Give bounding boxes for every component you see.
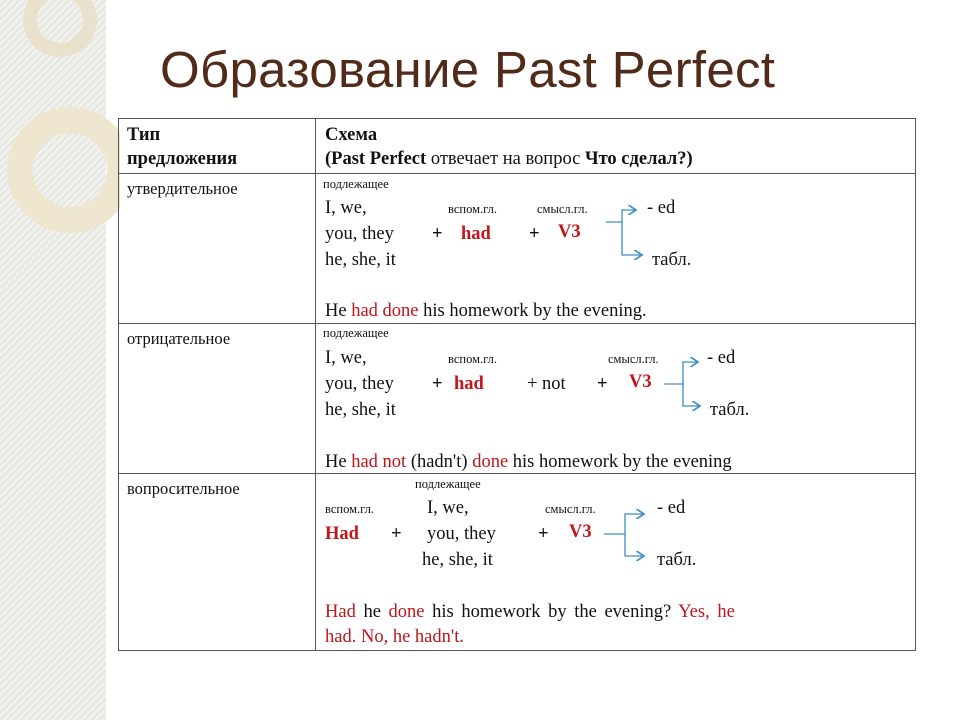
subject-line-1: I, we, [325, 348, 367, 368]
example-affirmative: He had done his homework by the evening. [325, 301, 647, 321]
header-type-line1: Тип [127, 125, 161, 145]
aux-had: had [454, 374, 484, 394]
header-scheme-note: (Past Perfect отвечает на вопрос Что сделал?) [325, 149, 693, 169]
irregular-table-ref: табл. [657, 550, 697, 570]
subject-line-2: you, they [325, 374, 394, 394]
row-divider [119, 650, 915, 651]
subject-line-2: you, they [427, 524, 496, 544]
main-verb-label: смысл.гл. [608, 352, 659, 366]
aux-had: had [461, 224, 491, 244]
subject-line-3: he, she, it [325, 250, 396, 270]
subject-label: подлежащее [415, 477, 481, 491]
not-particle: + not [527, 374, 566, 394]
column-divider [315, 119, 316, 651]
header-scheme: Схема [325, 125, 378, 145]
row-type-affirmative: утвердительное [127, 179, 238, 198]
subject-line-2: you, they [325, 224, 394, 244]
ed-ending: - ed [657, 498, 686, 518]
plus-sign: + [538, 524, 549, 544]
plus-sign: + [432, 374, 443, 394]
v3-form: V3 [558, 222, 581, 242]
ed-ending: - ed [707, 348, 736, 368]
example-negative: He had not (hadn't) done his homework by the evening [325, 452, 732, 472]
plus-sign: + [432, 224, 443, 244]
subject-line-3: he, she, it [325, 400, 396, 420]
irregular-table-ref: табл. [710, 400, 750, 420]
past-perfect-table [118, 118, 916, 651]
aux-verb-label: вспом.гл. [325, 502, 374, 516]
row-type-interrogative: вопросительное [127, 479, 240, 498]
subject-label: подлежащее [323, 326, 389, 340]
subject-line-1: I, we, [427, 498, 469, 518]
row-divider [119, 173, 915, 174]
ed-ending: - ed [647, 198, 676, 218]
aux-had-question: Had [325, 524, 359, 544]
example-question-line2: had. No, he hadn't. [325, 627, 464, 647]
subject-label: подлежащее [323, 177, 389, 191]
aux-verb-label: вспом.гл. [448, 202, 497, 216]
plus-sign: + [597, 374, 608, 394]
aux-verb-label: вспом.гл. [448, 352, 497, 366]
plus-sign: + [391, 524, 402, 544]
row-type-negative: отрицательное [127, 329, 231, 348]
v3-form: V3 [629, 372, 652, 392]
v3-form: V3 [569, 522, 592, 542]
plus-sign: + [529, 224, 540, 244]
example-question-line1: Had he done his homework by the evening? Yes, he [325, 602, 735, 622]
main-verb-label: смысл.гл. [545, 502, 596, 516]
decorative-rings [0, 0, 120, 240]
subject-line-3: he, she, it [422, 550, 493, 570]
header-type-line2: предложения [127, 149, 238, 169]
page-title: Образование Past Perfect [160, 41, 776, 98]
main-verb-label: смысл.гл. [537, 202, 588, 216]
row-divider [119, 473, 915, 474]
subject-line-1: I, we, [325, 198, 367, 218]
irregular-table-ref: табл. [652, 250, 692, 270]
row-divider [119, 323, 915, 324]
